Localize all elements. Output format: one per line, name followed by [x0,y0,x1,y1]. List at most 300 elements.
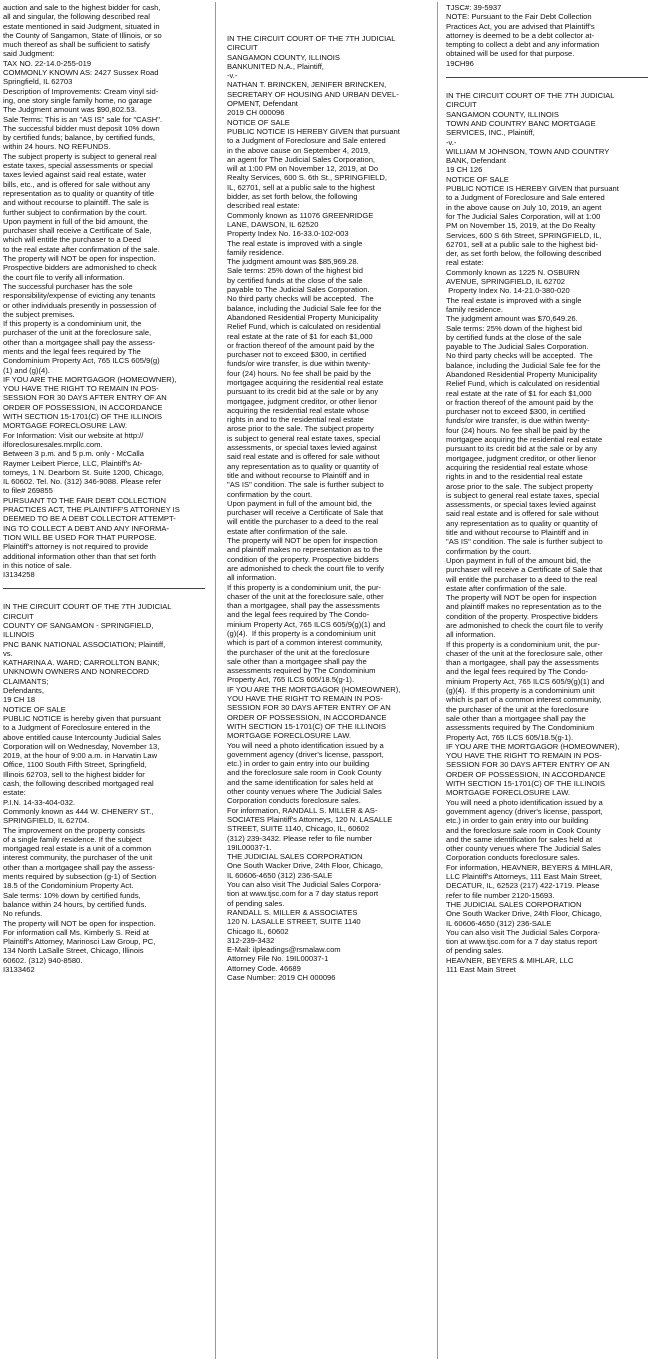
notice-line: and plaintiff makes no representation as to the [446,602,602,612]
notice-line: For information, RANDALL S. MILLER & AS- [227,805,378,815]
notice-line: AVENUE, SPRINGFIELD, IL 62702 [446,277,566,287]
notice-line: by certified funds at the close of the sale [227,275,363,285]
notice-line: One South Wacker Drive, 24th Floor, Chicago, [227,861,383,871]
notice-line: funds/or wire transfer, is due within twenty- [446,416,590,426]
notice-line: pursuant to its credit bid at the sale or by any [227,387,379,397]
notice-line: The property will NOT be open for inspection. [3,918,156,928]
notice-line: four (24) hours. No fee shall be paid by the [446,425,590,435]
notice-line: attorney is deemed to be a debt collector at- [446,30,595,40]
notice-line: SESSION FOR 30 DAYS AFTER ENTRY OF AN [446,760,610,770]
notice-line: pursuant to its credit bid at the sale or by any [446,444,598,454]
notice-line: Raymer Leibert Pierce, LLC, Plaintiff's At- [3,458,143,468]
notice-line: COUNTY OF SANGAMON - SPRINGFIELD, [3,621,154,630]
notice-line: I3133462 [3,964,35,974]
notice-line: 19 CH 126 [446,165,483,175]
notice-line: NATHAN T. BRINCKEN, JENIFER BRINCKEN, [227,80,387,90]
notice-line: purchaser of the unit at the foreclosure sale, [3,328,152,338]
notice-line: CIRCUIT [227,43,258,53]
notice-line: If this property is a condominium unit, the pur- [446,639,601,649]
notice-line: balance within 24 hours, by certified funds. [3,899,147,909]
notice-line: will at 1:00 PM on November 12, 2019, at Do [227,164,379,174]
notice-line: IF YOU ARE THE MORTGAGOR (HOMEOWNER), [446,741,620,751]
notice-line: WITH SECTION 15-1701(C) OF THE ILLINOIS [446,779,605,789]
notice-line: THE JUDICIAL SALES CORPORATION [227,852,363,862]
notice-line: etc.) in order to gain entry into our building [446,816,589,826]
notice-line: is subject to general real estate taxes, special [446,490,600,500]
notice-line: estate after confirmation of the sale. [446,583,567,593]
notice-line: to the real estate after confirmation of the sale. [3,244,160,254]
notice-line: will entitle the purchaser to a deed to the real [227,517,379,527]
notice-line: ILLINOIS [3,630,35,640]
notice-line: Attorney Code. 46689 [227,963,301,973]
notice-line: YOU HAVE THE RIGHT TO REMAIN IN POS- [3,384,159,394]
notice-line: chaser of the unit at the foreclosure sale, other [227,591,384,601]
notice-line: PURSUANT TO THE FAIR DEBT COLLECTION [3,495,167,505]
notice-line: tion at www.tjsc.com for a 7 day status report [227,889,379,899]
notice-line: tempting to collect a debt and any information [446,40,600,50]
notice-line: For Information: Visit our website at http:// [3,430,144,440]
notice-line: or fraction thereof of the amount paid by the [446,397,594,407]
notice-line: minium Property Act, 765 ILCS 605/9(g)(1) and [446,676,605,686]
notice-line: estate mentioned in said Judgment, situated in [3,21,160,31]
notice-line: condition of the property. Prospective bidders [446,611,598,621]
notice-line: 312-239-3432 [227,935,275,945]
notice-line: 134 North LaSalle Street, Chicago, Illinois [3,946,144,956]
notice-line: 18.5 of the Condominium Property Act. [3,881,134,891]
notice-line: assessments required by The Condominium [446,723,595,733]
notice-line: LANE, DAWSON, IL 62520 [227,219,319,229]
notice-line: real estate at the rate of $1 for each $1,000 [227,331,373,341]
notice-line: You can also visit The Judicial Sales Corpora- [227,880,382,890]
notice-line: and the same identification for sales held at [446,834,593,844]
notice-line: to file# 269855 [3,486,53,496]
notice-line: IL 60606-4650 (312) 236-SALE [446,918,552,928]
notice-line: purchaser will receive a Certificate of Sale that [227,508,384,518]
notice-line: SECRETARY OF HOUSING AND URBAN DEVEL- [227,89,399,99]
notice-line: RANDALL S. MILLER & ASSOCIATES [227,907,358,917]
notice-line: acquiring the residential real estate whose [227,405,369,415]
notice-line: IL, 62701, sell at a public sale to the highest [227,182,375,192]
notice-line: Upon payment in full of the amount bid, the [227,498,372,508]
notice-line: sale other than a mortgagee shall pay the [227,656,367,666]
notice-line: estate: [3,788,26,798]
notice-line: will entitle the purchaser to a deed to the real [446,574,598,584]
notice-line: acquiring the residential real estate whose [446,462,588,472]
notice-line: Upon payment in full of the amount bid, the [446,555,591,565]
notice-line: YOU HAVE THE RIGHT TO REMAIN IN POS- [446,751,602,761]
legal-notice [446,91,648,974]
notice-line: Plaintiff's attorney is not required to provide [3,542,149,552]
notice-line: mortgaged real estate is a unit of a common [3,844,152,854]
notice-line: of a single family residence. If the subject [3,834,142,844]
notice-line: Commonly known as 1225 N. OSBURN [446,267,580,277]
notice-line: Abandoned Residential Property Municipality [227,312,379,322]
notice-line: WITH SECTION 15-1701(C) OF THE ILLINOIS [3,412,162,422]
notice-line: arose prior to the sale. The subject property [446,481,593,491]
notice-line: WITH SECTION 15-1701(C) OF THE ILLINOIS [227,721,386,731]
notice-line: the County of Sangamon, State of Illinois, or so [3,30,162,40]
notice-line: NOTE: Pursuant to the Fair Debt Collection [446,12,592,22]
notice-line: any representation as to quality or quantity of [227,461,379,471]
notice-line: SESSION FOR 30 DAYS AFTER ENTRY OF AN [3,393,167,403]
legal-notice [3,3,205,579]
notice-line: 19IL00037-1. [227,842,272,852]
notice-line: IN THE CIRCUIT COURT OF THE 7TH JUDICIAL [446,91,615,101]
notice-line: The real estate is improved with a single [227,238,363,248]
notice-line: OPMENT, Defendant [227,99,298,109]
notice-line: -v.- [227,71,238,81]
notice-line: cash, the following described mortgaged real [3,779,154,789]
legal-notice [446,3,648,68]
column-divider [437,2,438,1359]
notice-line: PUBLIC NOTICE IS HEREBY GIVEN that pursuant [446,184,619,194]
notice-line: TION WILL BE USED FOR THAT PURPOSE. [3,532,157,542]
notice-line: further subject to confirmation by the court. [3,207,147,217]
notice-line: TOWN AND COUNTRY BANC MORTGAGE [446,118,596,128]
notice-line: 19 CH 18 [3,695,36,705]
notice-line: rights in and to the residential real estate [446,472,583,482]
notice-line: interest community, the purchaser of the unit [3,853,153,863]
notice-line: ments and the legal fees required by The [3,346,141,356]
notice-line: which will entitle the purchaser to a Deed [3,235,142,245]
notice-line: refer to file number 2120-15693. [446,890,555,900]
notice-line: The successful purchaser has the sole [3,281,133,291]
notice-line: The property will NOT be open for inspection [227,536,378,546]
notice-line: purchaser will receive a Certificate of Sale that [446,565,603,575]
notice-line: funds/or wire transfer, is due within twenty- [227,359,371,369]
notice-line: and the foreclosure sale room in Cook County [227,768,382,778]
notice-line: bills, etc., and is offered for sale without any [3,179,151,189]
column-divider [215,2,216,1359]
column-1 [3,3,205,974]
notice-line: real estate: [446,258,484,268]
notice-line: The successful bidder must deposit 10% down [3,123,160,133]
notice-line: assessments, or special taxes levied against [227,443,377,453]
notice-line: Springfield, IL 62703 [3,77,73,87]
notice-line: Relief Fund, which is calculated on residential [446,379,600,389]
notice-line: If this property is a condominium unit, the pur- [227,582,382,592]
notice-line: Sale terms: 10% down by certified funds, [3,890,141,900]
notice-line: and the legal fees required by The Condo- [446,667,589,677]
notice-line: four (24) hours. No fee shall be paid by the [227,368,371,378]
notice-line: For information call Ms. Kimberly S. Reid at [3,927,150,937]
notice-line: NOTICE OF SALE [446,174,509,184]
notice-line: The real estate is improved with a single [446,295,582,305]
notice-line: 19CH96 [446,58,474,68]
notice-line: is subject to general real estate taxes, special [227,433,381,443]
notice-line: Property Index No. 16-33.0-102-003 [227,229,349,239]
notice-line: taxes levied against said real estate, water [3,170,147,180]
notice-line: SERVICES, INC., Plaintiff, [446,128,535,138]
notice-line: Illinois 62703, sell to the highest bidder for [3,769,145,779]
notice-line: other county venues where The Judicial Sales [446,844,601,854]
notice-line: LLC Plaintiff's Attorneys, 111 East Main Street, [446,872,602,882]
notice-line: MORTGAGE FORECLOSURE LAW. [446,788,571,798]
notice-line: (1) and (g)(4). [3,365,50,375]
notice-line: mortgagee acquiring the residential real estate [446,435,603,445]
notice-line: obtained will be used for that purpose. [446,49,575,59]
notice-line: in the above cause on September 4, 2019, [227,145,371,155]
notice-line: CLAIMANTS; [3,676,49,686]
notice-line: balance, including the Judicial Sale fee for the [227,303,382,313]
notice-line: Sale terms: 25% down of the highest bid [227,266,363,276]
notice-line: tion at www.tjsc.com for a 7 day status report [446,937,598,947]
notice-line: the subject premises. [3,309,75,319]
notice-line: Commonly known as 444 W. CHENERY ST., [3,806,154,816]
notice-line: Corporation conducts foreclosure sales. [227,796,361,806]
notice-line: Defendants, [3,686,44,696]
notice-line: mortgagee, judgment creditor, or other lienor [446,453,596,463]
notice-line: additional information other than that set forth [3,551,156,561]
notice-line: are admonished to check the court file to verify [227,563,385,573]
notice-line: PUBLIC NOTICE is hereby given that pursuant [3,713,161,723]
notice-line: all and singular, the following described real [3,12,150,22]
notice-line: by certified funds; balance, by certified funds, [3,133,155,143]
notice-line: SOCIATES Plaintiff's Attorneys, 120 N. LASALLE [227,814,393,824]
notice-line: Sale terms: 25% down of the highest bid [446,323,582,333]
notice-line: Property Act, 765 ILCS 605/18.5(g-1). [446,732,574,742]
notice-line: of pending sales. [446,946,504,956]
notice-line: You will need a photo identification issued by a [227,740,384,750]
notice-line: ORDER OF POSSESSION, IN ACCORDANCE [446,769,606,779]
notice-line: title and without recourse to Plaintiff and in [227,470,370,480]
notice-line: torneys, 1 N. Dearborn St. Suite 1200, Chicago, [3,467,164,477]
notice-line: said Judgment: [3,49,55,59]
notice-line: Commonly known as 11076 GREENRIDGE [227,210,374,220]
notice-line: or fraction thereof of the amount paid by the [227,340,375,350]
notice-line: ORDER OF POSSESSION, IN ACCORDANCE [3,402,163,412]
notice-line: No third party checks will be accepted. The [446,351,593,361]
notice-line: in this notice of sale. [3,560,72,570]
notice-separator [3,588,205,589]
notice-line: which is part of a common interest community, [227,638,383,648]
notice-line: payable to The Judicial Sales Corporation. [227,285,370,295]
notice-line: ments required by subsection (g-1) of Section [3,872,157,882]
notice-line: mortgagee acquiring the residential real estate [227,377,384,387]
notice-line: any representation as to quality or quantity of [446,518,598,528]
notice-line: ING TO COLLECT A DEBT AND ANY INFORMA- [3,523,169,533]
notice-line: all information. [446,630,496,640]
notice-line: other than a mortgagee shall pay the assess- [3,337,155,347]
notice-line: (g)(4). If this property is a condominium unit [227,629,376,638]
notice-line: family residence. [227,247,284,257]
notice-line: -v.- [446,137,457,147]
notice-line: TAX NO. 22-14.0-255-019 [3,58,92,68]
notice-line: THE JUDICIAL SALES CORPORATION [446,899,582,909]
notice-line: One South Wacker Drive, 24th Floor, Chicago, [446,909,602,919]
notice-line: PUBLIC NOTICE IS HEREBY GIVEN that pursuant [227,126,400,136]
notice-line: No third party checks will be accepted. The [227,294,374,304]
notice-line: to a Judgment of Foreclosure and Sale entered [446,193,605,203]
notice-line: etc.) in order to gain entry into our building [227,759,370,769]
legal-notice [227,3,427,982]
notice-line: the purchaser of the unit at the foreclosure [446,704,589,714]
notice-line: or other individuals presently in possession of [3,300,157,310]
notice-line: IL 60602. Tel. No. (312) 346-9088. Please refer [3,477,162,487]
notice-line: described real estate: [227,201,300,211]
notice-line: chaser of the unit at the foreclosure sale, other [446,648,603,658]
notice-line: 120 N. LASALLE STREET, SUITE 1140 [227,917,361,927]
notice-line: payable to The Judicial Sales Corporation. [446,342,589,352]
notice-line: other than a mortgagee shall pay the assess- [3,862,155,872]
notice-line: HEAVNER, BEYERS & MIHLAR, LLC [446,955,574,965]
notice-line: BANK, Defendant [446,156,506,166]
notice-line: TJSC#: 39-5937 [446,3,502,12]
notice-line: COMMONLY KNOWN AS: 2427 Sussex Road [3,68,159,78]
notice-line: Between 3 p.m. and 5 p.m. only - McCalla [3,449,144,459]
notice-line: Practices Act, you are advised that Plaintiff's [446,21,595,31]
notice-line: NOTICE OF SALE [227,117,290,127]
notice-line: You can also visit The Judicial Sales Corpora- [446,927,601,937]
notice-line: than a mortgagee, shall pay the assessments [446,658,599,668]
notice-line: IN THE CIRCUIT COURT OF THE 7TH JUDICIAL [3,602,172,612]
notice-line: Services, 600 S 6th Street, SPRINGFIELD, IL, [446,230,602,240]
notice-line: government agency (driver's license, passport, [446,806,603,816]
column-3 [446,3,648,974]
notice-line: and the foreclosure sale room in Cook County [446,825,601,835]
legal-notice [3,602,205,974]
notice-line: family residence. [446,304,503,314]
notice-line: responsibility/expense of evicting any tenants [3,291,156,301]
notice-line: 60602. (312) 940-8580. [3,955,83,965]
notice-line: UNKNOWN OWNERS AND NONRECORD [3,667,149,677]
notice-line: estate after confirmation of the sale. [227,526,348,536]
notice-line: sale other than a mortgagee shall pay the [446,713,586,723]
notice-line: real estate at the rate of $1 for each $1,000 [446,388,592,398]
notice-line: 2019 CH 000096 [227,108,285,118]
notice-line: The Judgment amount was $90,802.53. [3,105,137,115]
notice-line: within 24 hours. NO REFUNDS. [3,142,111,152]
notice-line: ing, one story single family home, no garage [3,95,153,105]
notice-line: purchaser not to exceed $300, in certified [446,407,586,417]
notice-line: ORDER OF POSSESSION, IN ACCORDANCE [227,712,387,722]
notice-line: CIRCUIT [446,100,477,110]
notice-line: which is part of a common interest community, [446,695,602,705]
notice-line: Sale Terms: This is an "AS IS" sale for "CASH". [3,114,163,124]
notice-line: For information, HEAVNER, BEYERS & MIHLAR, [446,862,613,872]
notice-line: of pending sales. [227,898,285,908]
notice-line: confirmation by the court. [227,489,313,499]
notice-line: DEEMED TO BE A DEBT COLLECTOR ATTEMPT- [3,514,176,524]
notice-line: Plaintiff's Attorney, Marinosci Law Group, PC, [3,937,156,947]
notice-line: assessments required by The Condominium [227,666,376,676]
notice-line: SANGAMON COUNTY, ILLINOIS [446,109,559,119]
notice-line: above entitled cause Intercounty Judicial Sales [3,732,161,742]
notice-line: Office, 1100 South Fifth Street, Springfield, [3,760,147,770]
notice-line: all information. [227,573,277,583]
notice-line: the purchaser of the unit at the foreclosure [227,647,370,657]
notice-line: Property Index No. 14-21.0-380-020 [446,286,570,296]
notice-line: You will need a photo identification issued by a [446,797,603,807]
notice-line: SESSION FOR 30 DAYS AFTER ENTRY OF AN [227,703,391,713]
notice-line: If this property is a condominium unit, the [3,319,142,329]
notice-line: The judgment amount was $70,649.26. [446,314,578,324]
notice-line: minium Property Act, 765 ILCS 605/9(g)(1) and [227,619,386,629]
notice-line: P.I.N. 14-33-404-032. [3,797,76,807]
notice-line: 2019, at the hour of 9:00 a.m. in Harvatin Law [3,751,158,761]
notice-line: purchaser not to exceed $300, in certified [227,350,367,360]
notice-line: representation as to quality or quantity of title [3,188,155,198]
notice-line: Corporation conducts foreclosure sales. [446,853,580,863]
notice-line: for The Judicial Sales Corporation, will at 1:00 [446,211,601,221]
notice-line: auction and sale to the highest bidder for cash, [3,3,161,12]
notice-line: KATHARINA A. WARD; CARROLLTON BANK; [3,658,160,668]
notice-line: vs. [3,648,13,658]
notice-line: and plaintiff makes no representation as to the [227,545,383,555]
notice-line: much thereof as shall be sufficient to satisfy [3,40,150,50]
notice-line: and the legal fees required by The Condo- [227,610,370,620]
notice-line: 111 East Main Street [446,964,516,974]
notice-line: PM on November 15, 2019, at the Do Realty [446,221,596,231]
notice-line: confirmation by the court. [446,546,532,556]
notice-line: 62701, sell at a public sale to the highest bid- [446,239,598,249]
notice-line: arose prior to the sale. The subject property [227,424,374,434]
notice-line: IN THE CIRCUIT COURT OF THE 7TH JUDICIAL [227,34,396,43]
notice-line: Attorney File No. 19IL00037-1 [227,954,329,964]
notice-line: The subject property is subject to general real [3,151,157,161]
notice-line: "AS IS" condition. The sale is further subject to [446,537,603,547]
notice-line: The judgment amount was $85,969.28. [227,257,359,267]
notice-line: by certified funds at the close of the sale [446,332,582,342]
notice-line: other county venues where The Judicial Sales [227,787,382,797]
notice-line: I3134258 [3,570,35,580]
notice-line: Abandoned Residential Property Municipality [446,369,598,379]
notice-line: condition of the property. Prospective bidders [227,554,379,564]
notice-line: and the same identification for sales held at [227,777,374,787]
notice-line: ilforeclosuresales.mrpllc.com. [3,439,103,449]
notice-line: The property will NOT be open for inspection [446,593,597,603]
notice-line: SANGAMON COUNTY, ILLINOIS [227,52,340,62]
notice-line: estate taxes, special assessments or special [3,161,153,171]
notice-line: (g)(4). If this property is a condominium unit [446,686,595,696]
notice-line: balance, including the Judicial Sale fee for the [446,360,601,370]
notice-line: IL 60606-4650 (312) 236-SALE [227,870,333,880]
notice-line: Chicago IL, 60602 [227,926,289,936]
notice-line: title and without recourse to Plaintiff and in [446,528,589,538]
notice-line: NOTICE OF SALE [3,704,66,714]
notice-line: assessments, or special taxes levied against [446,500,596,510]
notice-line: to a Judgment of Foreclosure entered in the [3,723,151,733]
notice-line: Realty Services, 600 S. 6th St., SPRINGFIELD, [227,173,387,183]
notice-line: E-Mail: ilpleadings@rsmalaw.com [227,945,341,955]
notice-line: bidder, as set forth below, the following [227,192,358,202]
notice-line: an agent for The Judicial Sales Corporation, [227,154,376,164]
notice-line: SPRINGFIELD, IL 62704. [3,816,90,826]
notice-line: The improvement on the property consists [3,825,145,835]
notice-line: PRACTICES ACT, THE PLAINTIFF'S ATTORNEY IS [3,505,180,515]
notice-line: and without recourse to plaintiff. The sale is [3,198,149,208]
notice-line: MORTGAGE FORECLOSURE LAW. [3,421,128,431]
notice-line: Condominium Property Act, 765 ILCS 605/9(g) [3,356,160,366]
notice-line: Corporation will on Wednesday, November 13, [3,741,160,751]
notice-separator [446,77,648,78]
notice-line: than a mortgagee, shall pay the assessments [227,601,380,611]
notice-line: der, as set forth below, the following described [446,249,602,259]
notice-line: Relief Fund, which is calculated on residential [227,322,381,332]
notice-line: government agency (driver's license, passport, [227,749,384,759]
notice-line: Description of Improvements: Cream vinyl sid- [3,86,159,96]
notice-line: to a Judgment of Foreclosure and Sale entered [227,136,386,146]
notice-line: the court file to verify all information. [3,272,125,282]
notice-line: No refunds. [3,909,43,919]
notice-line: are admonished to check the court file to verify [446,621,604,630]
notice-line: (312) 239-3432. Please refer to file number [227,833,373,843]
notice-line: Prospective bidders are admonished to check [3,263,157,273]
notice-line: said real estate and is offered for sale without [227,452,380,462]
notice-line: Upon payment in full of the bid amount, the [3,216,148,226]
notice-line: Property Act, 765 ILCS 605/18.5(g-1). [227,675,355,685]
notice-line: "AS IS" condition. The sale is further subject to [227,480,384,490]
